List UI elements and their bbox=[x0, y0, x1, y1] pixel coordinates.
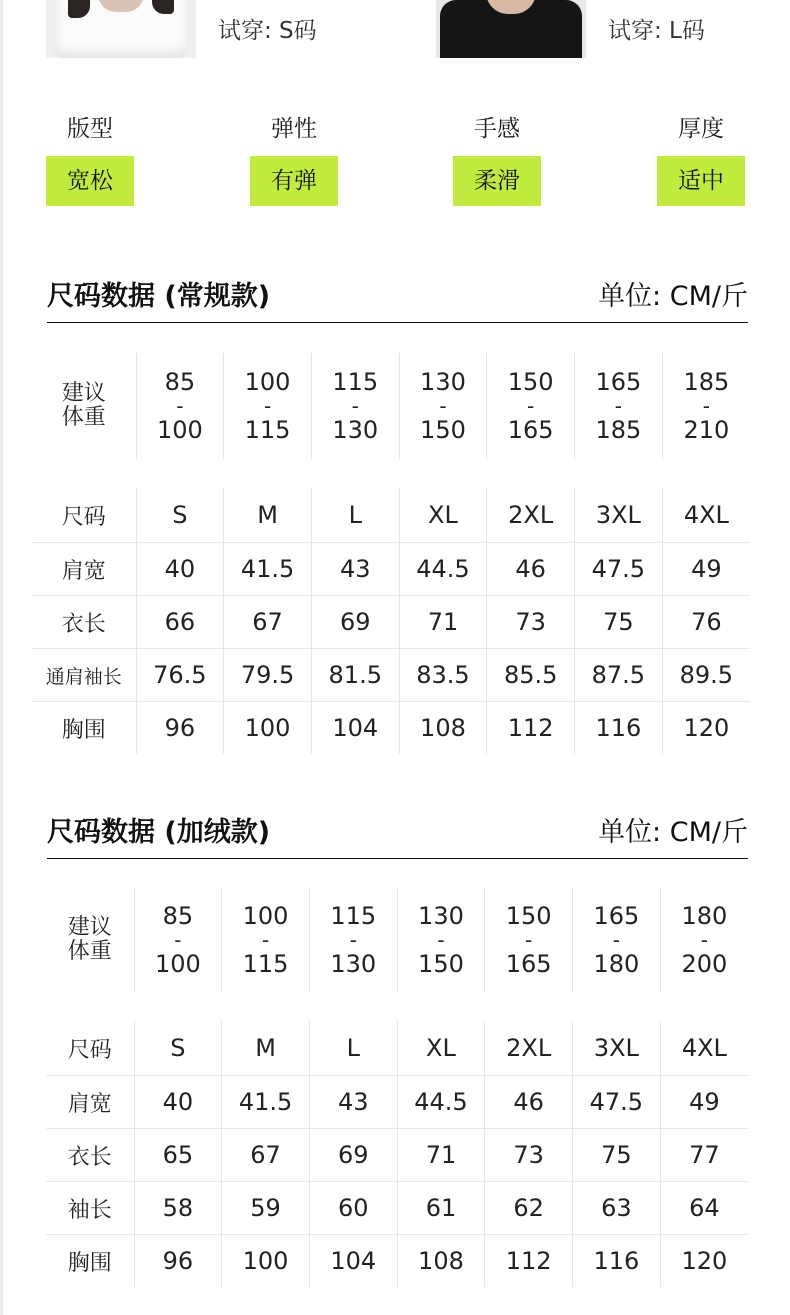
attribute-label: 手感 bbox=[474, 116, 520, 142]
weight-range: 115 - 130 bbox=[309, 887, 397, 993]
table-cell: 112 bbox=[487, 702, 575, 755]
table-row bbox=[46, 1129, 748, 1182]
table-cell: 73 bbox=[485, 1129, 573, 1182]
table-cell: 120 bbox=[662, 702, 750, 755]
table-row bbox=[32, 649, 750, 702]
table-cell: 65 bbox=[134, 1129, 222, 1182]
attribute-fit bbox=[46, 112, 134, 206]
table-cell: M bbox=[222, 1021, 310, 1076]
table-cell: 75 bbox=[573, 1129, 661, 1182]
weight-range: 150 - 165 bbox=[487, 353, 575, 459]
table-row bbox=[32, 702, 750, 755]
table-row bbox=[32, 596, 750, 649]
model-fit-caption: 试穿: S码 bbox=[218, 18, 317, 44]
row-label: 肩宽 bbox=[46, 1076, 134, 1129]
weight-range: 130 - 150 bbox=[399, 353, 487, 459]
weight-label: 建议 体重 bbox=[67, 915, 112, 964]
table-cell: 66 bbox=[136, 596, 224, 649]
model-fit-caption: 试穿: L码 bbox=[608, 18, 705, 44]
table-cell: 116 bbox=[573, 1235, 661, 1288]
section-title: 尺码数据 (加绒款) bbox=[47, 817, 271, 848]
table-cell: 2XL bbox=[487, 488, 575, 543]
table-cell: 89.5 bbox=[662, 649, 750, 702]
table-cell: 73 bbox=[487, 596, 575, 649]
table-row bbox=[46, 1076, 748, 1129]
table-cell: 40 bbox=[134, 1076, 222, 1129]
table-cell: 104 bbox=[309, 1235, 397, 1288]
section-header-regular bbox=[47, 274, 748, 323]
table-cell: 61 bbox=[397, 1182, 485, 1235]
weight-range: 150 - 165 bbox=[485, 887, 573, 993]
table-row bbox=[46, 1021, 748, 1076]
section-unit: 单位: CM/斤 bbox=[598, 817, 748, 848]
table-cell: 85.5 bbox=[487, 649, 575, 702]
table-cell: 46 bbox=[487, 543, 575, 596]
table-cell: 3XL bbox=[573, 1021, 661, 1076]
weight-row bbox=[32, 353, 750, 459]
table-cell: 49 bbox=[662, 543, 750, 596]
table-cell: 47.5 bbox=[573, 1076, 661, 1129]
row-label: 衣长 bbox=[46, 1129, 134, 1182]
weight-range: 100 - 115 bbox=[224, 353, 312, 459]
table-cell: S bbox=[134, 1021, 222, 1076]
table-cell: 104 bbox=[311, 702, 399, 755]
table-cell: 60 bbox=[309, 1182, 397, 1235]
table-cell: 76 bbox=[662, 596, 750, 649]
table-cell: 100 bbox=[222, 1235, 310, 1288]
table-cell: 43 bbox=[309, 1076, 397, 1129]
weight-range: 185 - 210 bbox=[662, 353, 750, 459]
table-cell: 87.5 bbox=[575, 649, 663, 702]
row-label: 衣长 bbox=[32, 596, 136, 649]
table-cell: 4XL bbox=[660, 1021, 748, 1076]
table-cell: 63 bbox=[573, 1182, 661, 1235]
weight-range: 100 - 115 bbox=[222, 887, 310, 993]
table-cell: XL bbox=[399, 488, 487, 543]
row-label: 胸围 bbox=[32, 702, 136, 755]
table-cell: 71 bbox=[399, 596, 487, 649]
table-cell: 2XL bbox=[485, 1021, 573, 1076]
table-cell: 44.5 bbox=[397, 1076, 485, 1129]
table-cell: 120 bbox=[660, 1235, 748, 1288]
weight-range: 85 - 100 bbox=[134, 887, 222, 993]
weight-range: 180 - 200 bbox=[660, 887, 748, 993]
table-cell: 49 bbox=[660, 1076, 748, 1129]
weight-range: 130 - 150 bbox=[397, 887, 485, 993]
table-row bbox=[32, 543, 750, 596]
weight-label: 建议 体重 bbox=[61, 381, 106, 430]
row-label: 胸围 bbox=[46, 1235, 134, 1288]
table-cell: 100 bbox=[224, 702, 312, 755]
weight-table-regular bbox=[32, 353, 750, 459]
table-cell: 83.5 bbox=[399, 649, 487, 702]
table-cell: 4XL bbox=[662, 488, 750, 543]
weight-range: 85 - 100 bbox=[136, 353, 224, 459]
table-cell: 46 bbox=[485, 1076, 573, 1129]
row-label: 尺码 bbox=[67, 1037, 112, 1063]
model-photo-female bbox=[46, 0, 196, 58]
table-cell: 67 bbox=[222, 1129, 310, 1182]
size-table-regular bbox=[32, 488, 750, 754]
table-row bbox=[32, 488, 750, 543]
row-label: 尺码 bbox=[61, 504, 106, 530]
attribute-label: 版型 bbox=[67, 116, 113, 142]
table-cell: 58 bbox=[134, 1182, 222, 1235]
table-cell: XL bbox=[397, 1021, 485, 1076]
table-cell: 96 bbox=[134, 1235, 222, 1288]
table-cell: S bbox=[136, 488, 224, 543]
row-label: 肩宽 bbox=[32, 543, 136, 596]
attribute-feel bbox=[453, 112, 541, 206]
table-cell: 77 bbox=[660, 1129, 748, 1182]
table-cell: L bbox=[311, 488, 399, 543]
attribute-label: 厚度 bbox=[678, 116, 724, 142]
table-cell: 76.5 bbox=[136, 649, 224, 702]
section-header-fleece bbox=[47, 810, 748, 859]
table-cell: 47.5 bbox=[575, 543, 663, 596]
table-cell: 96 bbox=[136, 702, 224, 755]
attribute-badge: 有弹 bbox=[250, 156, 338, 206]
table-cell: 41.5 bbox=[224, 543, 312, 596]
table-cell: 79.5 bbox=[224, 649, 312, 702]
section-title: 尺码数据 (常规款) bbox=[47, 281, 271, 312]
attribute-badge: 适中 bbox=[657, 156, 745, 206]
row-label: 通肩袖长 bbox=[32, 649, 136, 702]
weight-row bbox=[46, 887, 748, 993]
attribute-label: 弹性 bbox=[271, 116, 317, 142]
weight-range: 165 - 180 bbox=[573, 887, 661, 993]
table-cell: 3XL bbox=[575, 488, 663, 543]
table-cell: 40 bbox=[136, 543, 224, 596]
weight-range: 165 - 185 bbox=[575, 353, 663, 459]
table-cell: 108 bbox=[397, 1235, 485, 1288]
table-cell: 69 bbox=[311, 596, 399, 649]
table-cell: 112 bbox=[485, 1235, 573, 1288]
table-cell: 108 bbox=[399, 702, 487, 755]
table-cell: 71 bbox=[397, 1129, 485, 1182]
page-left-edge bbox=[0, 0, 3, 1315]
table-row bbox=[46, 1235, 748, 1288]
section-unit: 单位: CM/斤 bbox=[598, 281, 748, 312]
table-row bbox=[46, 1182, 748, 1235]
table-cell: 59 bbox=[222, 1182, 310, 1235]
weight-table-fleece bbox=[46, 887, 748, 993]
table-cell: 67 bbox=[224, 596, 312, 649]
table-cell: 81.5 bbox=[311, 649, 399, 702]
table-cell: 62 bbox=[485, 1182, 573, 1235]
table-cell: 116 bbox=[575, 702, 663, 755]
weight-range: 115 - 130 bbox=[311, 353, 399, 459]
table-cell: 69 bbox=[309, 1129, 397, 1182]
attribute-elasticity bbox=[250, 112, 338, 206]
table-cell: 64 bbox=[660, 1182, 748, 1235]
table-cell: 75 bbox=[575, 596, 663, 649]
table-cell: L bbox=[309, 1021, 397, 1076]
table-cell: 43 bbox=[311, 543, 399, 596]
attribute-thickness bbox=[657, 112, 745, 206]
attribute-badge: 宽松 bbox=[46, 156, 134, 206]
size-table-fleece bbox=[46, 1021, 748, 1287]
attribute-badge: 柔滑 bbox=[453, 156, 541, 206]
model-photo-male bbox=[436, 0, 586, 58]
table-cell: M bbox=[224, 488, 312, 543]
row-label: 袖长 bbox=[46, 1182, 134, 1235]
table-cell: 44.5 bbox=[399, 543, 487, 596]
table-cell: 41.5 bbox=[222, 1076, 310, 1129]
